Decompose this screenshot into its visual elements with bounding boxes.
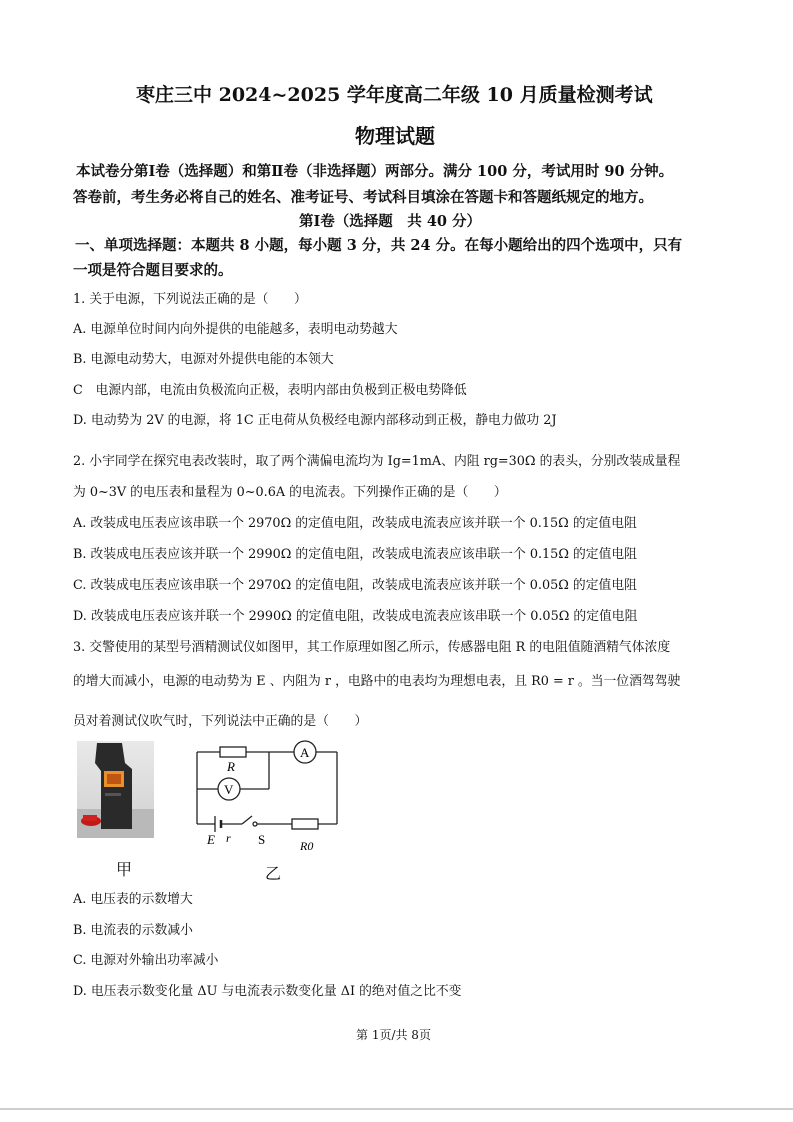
page-divider [0,1108,793,1110]
emf-label: E [207,832,215,847]
resistor-r-label: R [227,759,235,774]
section-title: 第Ⅰ卷（选择题 共 40 分） [299,213,482,230]
option: B. 改装成电压表应该并联一个 2990Ω 的定值电阻，改装成电流表应该串联一个 0.15Ω 的定值电阻 [73,547,637,562]
internal-resistance-label: r [226,831,231,845]
option: C. 改装成电压表应该串联一个 2970Ω 的定值电阻，改装成电流表应该并联一个 0.05Ω 的定值电阻 [73,578,637,593]
resistor-r0-label: R0 [300,839,314,853]
question-stem: 员对着测试仪吹气时，下列说法中正确的是（ ） [73,714,368,729]
figure-caption: 乙 [265,864,282,883]
page-subtitle: 物理试题 [355,124,435,148]
circuit-diagram [190,738,350,858]
question-stem: 3. 交警使用的某型号酒精测试仪如图甲，其工作原理如图乙所示，传感器电阻 R 的电阻值随酒精气体浓度 [73,640,671,655]
breathalyzer-image [77,741,154,838]
option: D. 改装成电压表应该并联一个 2990Ω 的定值电阻，改装成电流表应该串联一个 0.05Ω 的定值电阻 [73,609,638,624]
ammeter-label: A [300,745,310,760]
option: C. 电源对外输出功率减小 [73,953,219,968]
option: A. 电源单位时间内向外提供的电能越多，表明电动势越大 [73,322,398,337]
question-stem: 1. 关于电源，下列说法正确的是（ ） [73,292,307,307]
page-title: 枣庄三中 2024~2025 学年度高二年级 10 月质量检测考试 [136,84,653,106]
part-heading: 一项是符合题目要求的。 [73,262,233,279]
question-stem: 的增大而减小，电源的电动势为 E 、内阻为 r ，电路中的电表均为理想电表，且 R0 = r 。当一位酒驾驾驶 [73,674,681,689]
switch-label: S [258,832,266,847]
instruction-line: 答卷前，考生务必将自己的姓名、准考证号、考试科目填涂在答题卡和答题纸规定的地方。 [73,189,653,206]
question-stem: 2. 小宇同学在探究电表改装时，取了两个满偏电流均为 Ig=1mA、内阻 rg=30Ω 的表头，分别改装成量程 [73,454,681,469]
option: D. 电动势为 2V 的电源，将 1C 正电荷从负极经电源内部移动到正极，静电力做功 2J [73,413,557,428]
figure-caption: 甲 [116,860,133,879]
option: B. 电源电动势大，电源对外提供电能的本领大 [73,352,334,367]
option: B. 电流表的示数减小 [73,923,193,938]
voltmeter-label: V [224,782,234,797]
instruction-line: 本试卷分第Ⅰ卷（选择题）和第Ⅱ卷（非选择题）两部分。满分 100 分，考试用时 90 分钟。 [76,163,674,180]
part-heading: 一、单项选择题：本题共 8 小题，每小题 3 分，共 24 分。在每小题给出的四个选项中，只有 [75,237,683,254]
question-stem: 为 0~3V 的电压表和量程为 0~0.6A 的电流表。下列操作正确的是（ ） [73,485,507,500]
page-number: 第 1页/共 8页 [356,1028,431,1042]
option: A. 电压表的示数增大 [73,892,193,907]
option: D. 电压表示数变化量 ΔU 与电流表示数变化量 ΔI 的绝对值之比不变 [73,984,462,999]
option: C 电源内部，电流由负极流向正极，表明内部由负极到正极电势降低 [73,383,467,398]
option: A. 改装成电压表应该串联一个 2970Ω 的定值电阻，改装成电流表应该并联一个 0.15Ω 的定值电阻 [73,516,637,531]
